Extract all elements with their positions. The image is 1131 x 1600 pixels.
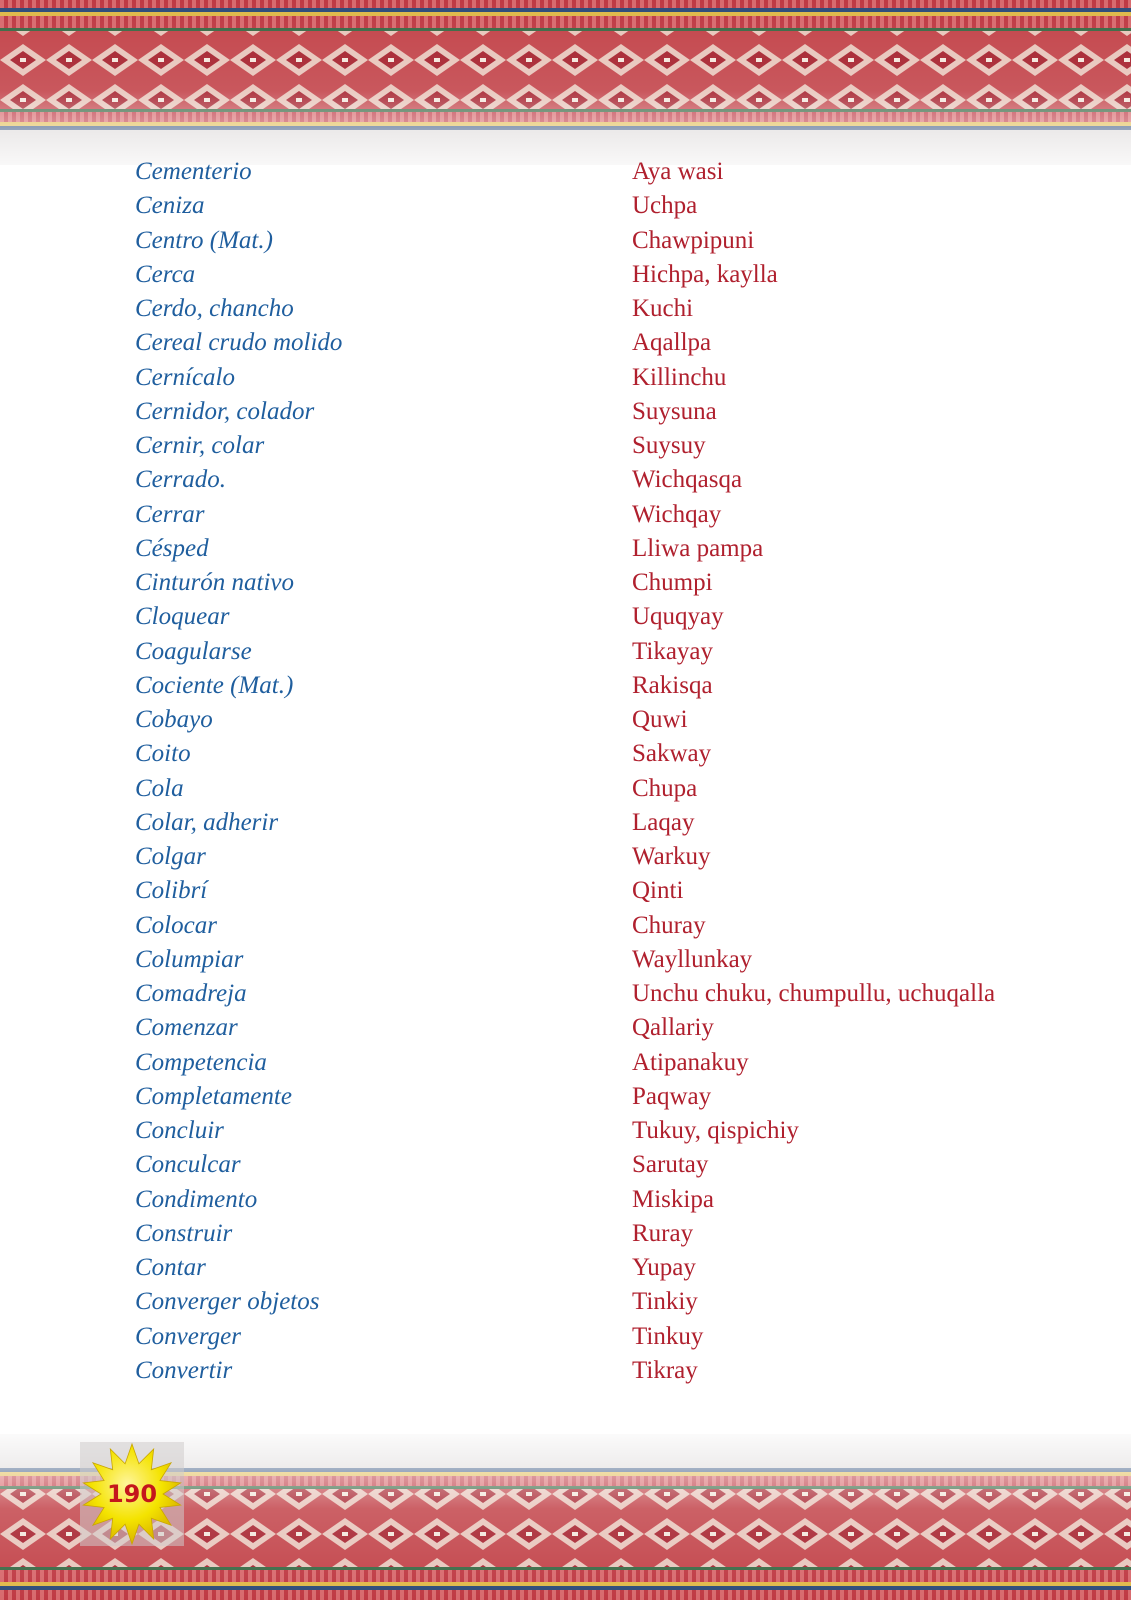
quechua-translation: Tukuy, qispichiy — [632, 1117, 799, 1144]
spanish-term: Cociente (Mat.) — [135, 671, 294, 699]
quechua-translation: Wichqasqa — [632, 466, 743, 494]
glossary-entry — [0, 361, 1131, 395]
spanish-term: Cerrado. — [135, 466, 226, 494]
glossary-entry — [0, 224, 1131, 258]
glossary-entry — [0, 1354, 1131, 1388]
quechua-translation: Chupa — [632, 774, 698, 802]
glossary-entry — [0, 840, 1131, 874]
quechua-translation: Quwi — [632, 706, 688, 733]
glossary-entry — [0, 395, 1131, 429]
glossary-entry — [0, 258, 1131, 292]
spanish-term: Centro (Mat.) — [135, 226, 273, 254]
quechua-translation: Chawpipuni — [632, 226, 755, 254]
spanish-term: Coito — [135, 740, 191, 768]
spanish-term: Cementerio — [135, 158, 252, 185]
quechua-translation: Churay — [632, 911, 706, 939]
quechua-translation: Yupay — [632, 1254, 696, 1281]
glossary-entry — [0, 1183, 1131, 1217]
quechua-translation: Tinkiy — [632, 1288, 698, 1316]
spanish-term: Contar — [135, 1254, 206, 1281]
quechua-translation: Aya wasi — [632, 158, 724, 185]
quechua-translation: Sarutay — [632, 1151, 709, 1179]
glossary-entry — [0, 1011, 1131, 1045]
spanish-term: Cereal crudo molido — [135, 329, 343, 357]
quechua-translation: Atipanakuy — [632, 1048, 749, 1076]
textile-pattern-top — [0, 0, 1131, 165]
spanish-term: Comadreja — [135, 980, 247, 1007]
quechua-translation: Lliwa pampa — [632, 534, 764, 562]
glossary-entry — [0, 772, 1131, 806]
quechua-translation: Tikayay — [632, 637, 714, 665]
spanish-term: Competencia — [135, 1048, 267, 1076]
quechua-translation: Tikray — [632, 1356, 698, 1384]
spanish-term: Construir — [135, 1219, 233, 1247]
glossary-entry — [0, 635, 1131, 669]
page-number: 190 — [106, 1480, 158, 1508]
glossary-entry — [0, 326, 1131, 360]
spanish-term: Completamente — [135, 1082, 292, 1110]
quechua-translation: Warkuy — [632, 843, 711, 870]
glossary-entry — [0, 1217, 1131, 1251]
spanish-term: Coagularse — [135, 637, 252, 665]
glossary-entry — [0, 532, 1131, 566]
spanish-term: Cobayo — [135, 706, 213, 733]
glossary-entry — [0, 1080, 1131, 1114]
spanish-term: Condimento — [135, 1185, 258, 1213]
header-textile-band — [0, 0, 1131, 165]
spanish-term: Cloquear — [135, 603, 230, 631]
spanish-term: Cernícalo — [135, 363, 235, 391]
spanish-term: Colgar — [135, 843, 206, 870]
quechua-translation: Laqay — [632, 808, 695, 836]
quechua-translation: Ruray — [632, 1219, 694, 1247]
quechua-translation: Uquqyay — [632, 603, 724, 631]
glossary-entry — [0, 1251, 1131, 1285]
quechua-translation: Tinkuy — [632, 1322, 704, 1350]
spanish-term: Concluir — [135, 1117, 224, 1144]
glossary-entry — [0, 600, 1131, 634]
spanish-term: Cerrar — [135, 500, 205, 528]
quechua-translation: Suysuy — [632, 432, 706, 459]
quechua-translation: Aqallpa — [632, 329, 712, 357]
glossary-entry — [0, 703, 1131, 737]
spanish-term: Césped — [135, 534, 209, 562]
glossary-entry — [0, 1148, 1131, 1182]
spanish-term: Colar, adherir — [135, 808, 279, 836]
glossary-entry — [0, 737, 1131, 771]
quechua-translation: Paqway — [632, 1082, 712, 1110]
spanish-term: Converger — [135, 1322, 241, 1350]
quechua-translation: Sakway — [632, 740, 712, 768]
spanish-term: Comenzar — [135, 1014, 238, 1042]
glossary-entry — [0, 977, 1131, 1011]
page-number-badge — [80, 1442, 184, 1546]
glossary-entry — [0, 155, 1131, 189]
spanish-term: Columpiar — [135, 945, 244, 973]
quechua-translation: Wayllunkay — [632, 945, 753, 973]
quechua-translation: Unchu chuku, chumpullu, uchuqalla — [632, 980, 996, 1007]
quechua-translation: Wichqay — [632, 500, 722, 528]
spanish-term: Cinturón nativo — [135, 569, 295, 596]
spanish-term: Colibrí — [135, 877, 208, 905]
quechua-translation: Hichpa, kaylla — [632, 260, 778, 288]
glossary-entry — [0, 943, 1131, 977]
quechua-translation: Qinti — [632, 877, 684, 905]
spanish-term: Conculcar — [135, 1151, 241, 1179]
spanish-term: Cernidor, colador — [135, 397, 315, 425]
spanish-term: Colocar — [135, 911, 217, 939]
spanish-term: Cerdo, chancho — [135, 295, 294, 322]
glossary-entry — [0, 463, 1131, 497]
glossary-entry — [0, 429, 1131, 463]
glossary-entry — [0, 874, 1131, 908]
spanish-term: Ceniza — [135, 192, 205, 220]
quechua-translation: Rakisqa — [632, 671, 713, 699]
glossary-entry — [0, 1320, 1131, 1354]
quechua-translation: Killinchu — [632, 363, 727, 391]
quechua-translation: Chumpi — [632, 569, 713, 596]
quechua-translation: Kuchi — [632, 295, 694, 322]
glossary-entry — [0, 292, 1131, 326]
glossary-entry — [0, 498, 1131, 532]
glossary-entry — [0, 1285, 1131, 1319]
quechua-translation: Miskipa — [632, 1185, 714, 1213]
spanish-term: Convertir — [135, 1356, 233, 1384]
quechua-translation: Suysuna — [632, 397, 717, 425]
spanish-term: Cerca — [135, 260, 196, 288]
glossary-entry — [0, 806, 1131, 840]
spanish-term: Cernir, colar — [135, 432, 265, 459]
glossary-entry — [0, 1046, 1131, 1080]
glossary-entry — [0, 189, 1131, 223]
quechua-translation: Qallariy — [632, 1014, 714, 1042]
spanish-term: Converger objetos — [135, 1288, 320, 1316]
glossary-list — [0, 155, 1131, 1388]
glossary-entry — [0, 566, 1131, 600]
glossary-entry — [0, 1114, 1131, 1148]
glossary-entry — [0, 909, 1131, 943]
glossary-entry — [0, 669, 1131, 703]
spanish-term: Cola — [135, 774, 184, 802]
quechua-translation: Uchpa — [632, 192, 698, 220]
